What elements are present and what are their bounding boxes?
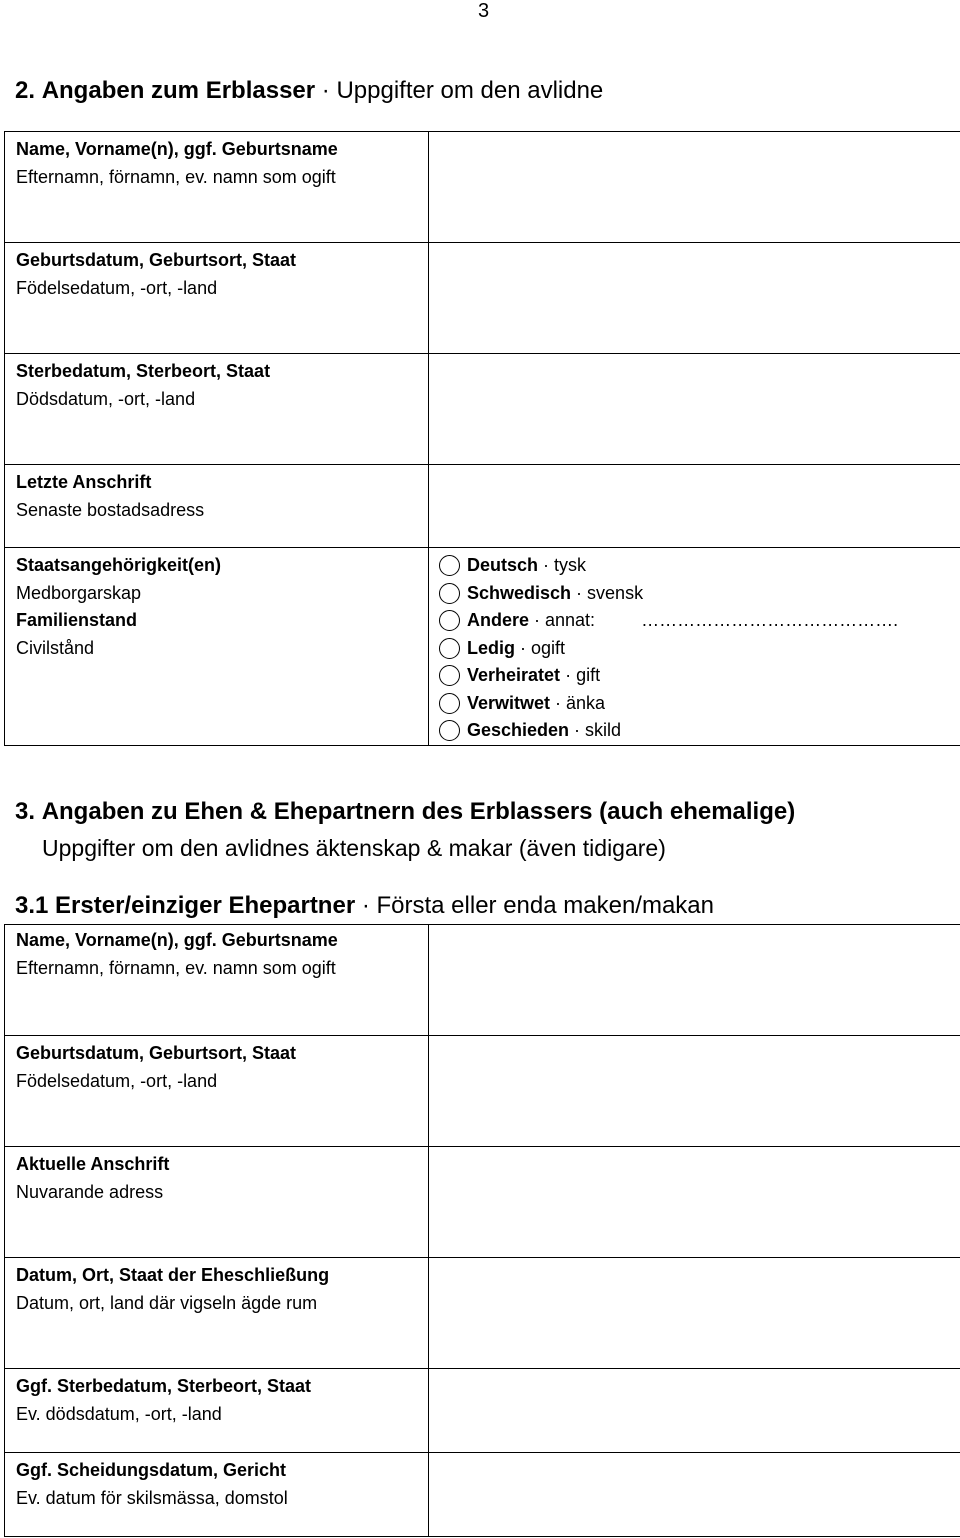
option-label-de: Verheiratet xyxy=(467,665,561,686)
field-label xyxy=(5,465,429,548)
option-ledig[interactable] xyxy=(429,635,960,663)
option-label-sv: annat: xyxy=(545,610,596,631)
option-schwedisch[interactable] xyxy=(429,580,960,608)
option-andere[interactable] xyxy=(429,607,960,635)
field-label xyxy=(5,1258,429,1369)
birth-field[interactable] xyxy=(429,243,960,354)
spouse-info-table xyxy=(4,924,960,1537)
section-3-heading xyxy=(15,796,795,828)
option-deutsch[interactable] xyxy=(429,552,960,580)
table-row xyxy=(5,1258,960,1369)
radio-button[interactable] xyxy=(439,638,460,659)
option-label-sv: ogift xyxy=(531,637,566,658)
spouse-death-field[interactable] xyxy=(429,1369,960,1453)
field-label xyxy=(5,1453,429,1537)
section-3-title-sv: Uppgifter om den avlidnes äktenskap & makar (även tidigare) xyxy=(42,835,666,861)
label-sv: Ev. datum för skilsmässa, domstol xyxy=(16,1487,288,1508)
name-field[interactable] xyxy=(429,132,960,243)
field-label xyxy=(5,1369,429,1453)
label-de: Geburtsdatum, Geburtsort, Staat xyxy=(16,1043,297,1063)
field-label xyxy=(5,243,429,354)
field-label xyxy=(5,132,429,243)
option-label-de: Andere xyxy=(467,610,530,631)
table-row xyxy=(5,1453,960,1537)
label-sv: Dödsdatum, -ort, -land xyxy=(16,388,196,409)
option-label-sv: skild xyxy=(585,720,622,741)
label-sv: Medborgarskap xyxy=(16,582,142,603)
table-row xyxy=(5,925,960,1036)
label-de: Name, Vorname(n), ggf. Geburtsname xyxy=(16,139,338,159)
page-number: 3 xyxy=(478,0,490,22)
option-label-sv: änka xyxy=(566,692,606,713)
radio-button[interactable] xyxy=(439,720,460,741)
last-address-field[interactable] xyxy=(429,465,960,548)
table-row xyxy=(5,132,960,243)
section-3-1-title-de: Erster/einziger Ehepartner xyxy=(55,892,356,919)
label-de: Datum, Ort, Staat der Eheschließung xyxy=(16,1265,330,1285)
label-sv: Födelsedatum, -ort, -land xyxy=(16,1070,218,1091)
field-label xyxy=(5,1036,429,1147)
separator: · xyxy=(574,720,581,741)
death-field[interactable] xyxy=(429,354,960,465)
option-label-sv: tysk xyxy=(554,555,587,576)
other-fill-line[interactable]: ……………………………………. xyxy=(641,610,899,631)
separator: · xyxy=(361,892,370,919)
label-sv: Senaste bostadsadress xyxy=(16,499,205,520)
separator: · xyxy=(520,637,526,658)
table-row xyxy=(5,1147,960,1258)
field-label xyxy=(5,548,429,746)
section-3-1-heading xyxy=(15,891,714,921)
field-label xyxy=(5,925,429,1036)
options-cell xyxy=(429,548,960,746)
spouse-birth-field[interactable] xyxy=(429,1036,960,1147)
separator: · xyxy=(534,610,541,631)
option-verwitwet[interactable] xyxy=(429,690,960,718)
option-label-sv: svensk xyxy=(587,582,644,603)
label-sv: Ev. dödsdatum, -ort, -land xyxy=(16,1403,222,1424)
section-2-heading xyxy=(15,76,603,106)
table-row xyxy=(5,548,960,746)
label-sv: Efternamn, förnamn, ev. namn som ogift xyxy=(16,957,336,978)
separator: · xyxy=(555,692,562,713)
label-de: Letzte Anschrift xyxy=(16,472,152,492)
option-label-de: Deutsch xyxy=(467,555,539,576)
option-geschieden[interactable] xyxy=(429,717,960,745)
label-sv: Efternamn, förnamn, ev. namn som ogift xyxy=(16,166,336,187)
label-de: Ggf. Sterbedatum, Sterbeort, Staat xyxy=(16,1376,312,1396)
label-sv: Civilstånd xyxy=(16,637,95,658)
option-label-de: Schwedisch xyxy=(467,582,572,603)
divorce-field[interactable] xyxy=(429,1453,960,1537)
spouse-address-field[interactable] xyxy=(429,1147,960,1258)
option-label-de: Ledig xyxy=(467,637,515,658)
table-row xyxy=(5,465,960,548)
label-sv: Nuvarande adress xyxy=(16,1181,164,1202)
field-label xyxy=(5,354,429,465)
separator: · xyxy=(576,582,583,603)
separator: · xyxy=(321,77,330,104)
label-de: Aktuelle Anschrift xyxy=(16,1154,170,1174)
label-de: Sterbedatum, Sterbeort, Staat xyxy=(16,361,271,381)
label-de: Name, Vorname(n), ggf. Geburtsname xyxy=(16,930,338,950)
label-de: Geburtsdatum, Geburtsort, Staat xyxy=(16,250,297,270)
separator: · xyxy=(565,665,572,686)
table-row xyxy=(5,243,960,354)
table-row xyxy=(5,1036,960,1147)
radio-button[interactable] xyxy=(439,610,460,631)
table-row xyxy=(5,1369,960,1453)
option-label-de: Geschieden xyxy=(467,720,570,741)
option-label-sv: gift xyxy=(576,665,601,686)
label-sv: Datum, ort, land där vigseln ägde rum xyxy=(16,1292,318,1313)
label-de: Ggf. Scheidungsdatum, Gericht xyxy=(16,1460,287,1480)
radio-button[interactable] xyxy=(439,583,460,604)
label-de: Familienstand xyxy=(16,610,138,630)
section-2-number: 2. xyxy=(15,77,36,104)
section-3-1-number: 3.1 xyxy=(15,892,49,919)
label-de: Staatsangehörigkeit(en) xyxy=(16,555,222,575)
label-sv: Födelsedatum, -ort, -land xyxy=(16,277,218,298)
section-3-number: 3. xyxy=(15,798,36,825)
deceased-info-table xyxy=(4,131,960,746)
field-label xyxy=(5,1147,429,1258)
radio-button[interactable] xyxy=(439,665,460,686)
marriage-field[interactable] xyxy=(429,1258,960,1369)
option-verheiratet[interactable] xyxy=(429,662,960,690)
option-label-de: Verwitwet xyxy=(467,692,551,713)
section-3-1-title-sv: Första eller enda maken/makan xyxy=(376,892,714,919)
table-row xyxy=(5,354,960,465)
radio-button[interactable] xyxy=(439,693,460,714)
radio-button[interactable] xyxy=(439,555,460,576)
section-2-title-sv: Uppgifter om den avlidne xyxy=(336,77,604,104)
section-3-title-de: Angaben zu Ehen & Ehepartnern des Erblassers (auch ehemalige) xyxy=(41,798,796,825)
separator: · xyxy=(543,555,550,576)
section-2-title-de: Angaben zum Erblasser xyxy=(41,77,316,104)
spouse-name-field[interactable] xyxy=(429,925,960,1036)
